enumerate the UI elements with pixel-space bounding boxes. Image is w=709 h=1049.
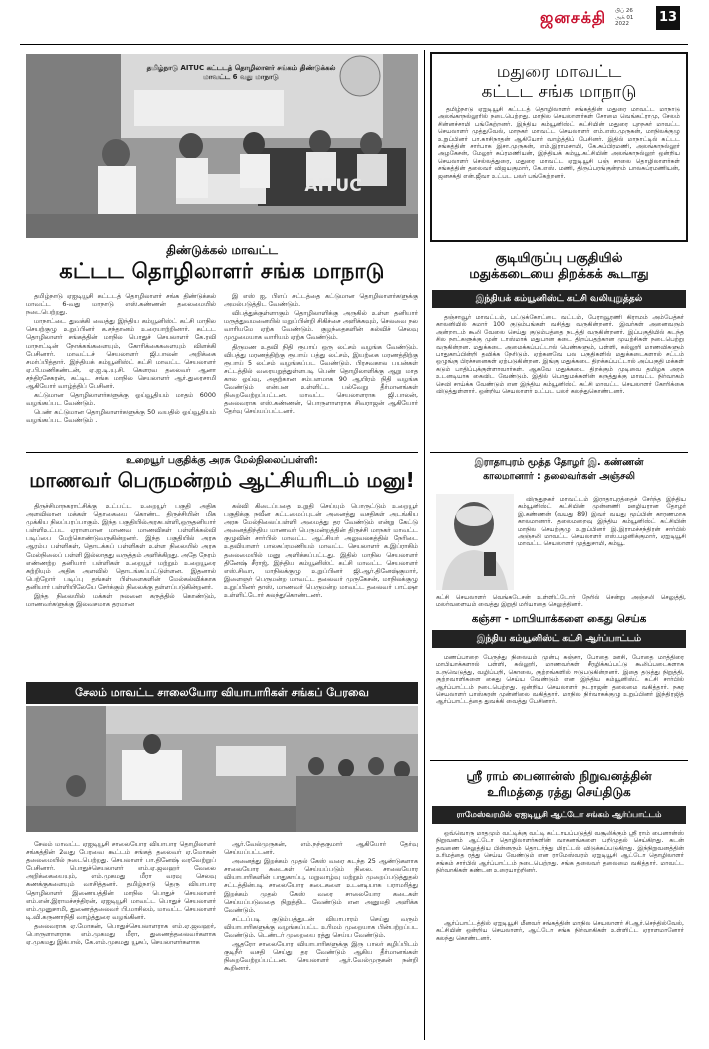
photo-conference-dindigul [26, 54, 418, 238]
right4-tag-bar [432, 630, 686, 648]
article3-para: சட்டப்படி குடும்பத்துடன் வியாபாரம் செய்து வரும் வியாபாரிகளுக்கு வழங்கப்பட்ட உரிமம் முறையாக பின்பற்றப்பட வேண்டும். டெண்டர் முறையை ரத்து செய்ய வேண்டும். [224, 914, 418, 940]
right5-tag: ராமேஸ்வரமில் ஏஐடியூசி ஆட்டோ சங்கம் ஆர்ப்பாட்டம் [456, 810, 662, 819]
article2-column-2 [224, 502, 418, 600]
article3-para: அனைத்து இறக்கம் முதல் கேஸ் வரை கடந்த 25 ஆண்டுகளாக சாலையோர கடைகள் செய்யப்படும் நிலை. சாலையோர வியாபாரிகளின் பாதுகாப்பு, மறுவாழ்வு மற்றும் முறைப்படுத்துதல் சட்டத்தின்படி சாலையோர கடைகளை உடனடியாக பராமரித்து இறக்கம் முதல் கேஸ் வரை சாலையோர கடைகள் செய்யப்படுவதை நிறுத்திட வேண்டும் என அனுமதி அளிக்க வேண்டும். [224, 857, 418, 914]
article3-para: சேலம் மாவட்ட ஏஐடியூசி சாலையோர வியாபார தொழிலாளர் சங்கத்தின் 2வது பேரவை கூட்டம் சங்கத் தலைவர் ஏ.மோகன் தலைமையில் நடைபெற்றது. செயலாளர் பா.தினேஷ் வரவேற்றுப் பேசினார். பொதுச்செயலாளர் எம்.ஏ.ஜவஹர் வேலை அறிக்கையையும், எம்.முகமது மீரா வரவு செலவு கணக்குகளையும் வாசித்தனர். தமிழ்நாடு தெரு வியாபார தொழிலாளர் இணையத்தின் மாநில பொதுச் செயலாளர் எம்.என்.இராமச்சந்திரன், ஏஐடியூசி மாவட்ட பொதுச் செயலாளர் எம்.முனுசாமி, துணைத்தலைவர் பி.மாசிலம், மாவட்ட செயலாளர் டி.வி.கருணாநிதி வாழ்த்துரை வழங்கினர். [26, 840, 216, 921]
date-line-2: அக் 01 [615, 14, 634, 21]
right3-headline-2: காலமானார் : தலைவர்கள் அஞ்சலி [483, 471, 635, 482]
article2-para: திருச்சிமாநகராட்சிக்கு உட்பட்ட உறையூர் பகுதி அதிக அளவிலான மக்கள் தொகையை கொண்ட திருச்சியின் மிக முக்கிய நிலப்பரப்பாகும். இந்த பகுதியில்அரசுபள்ளி,ஒருதனியார் பள்ளிஉட்பட ஏராளமான மாணவ மாணவிகள் பள்ளிக்கல்வி படிப்பை மேற்கொண்டுவருகின்றனர். இந்த பகுதியில் அரசு ஆரம்ப பள்ளிகள், தொடக்கப் பள்ளிகள் உள்ள நிலையில் அரசு மேல்நிலைப் பள்ளி இல்லாதது வருத்தம் அளிக்கிறது. அதே நேரம் எண்ணற்ற தனியார் பள்ளிகள் உறையூர் மற்றும் உறையூரை சுற்றியும் அதிக அளவில் தொடங்கப்பட்டுள்ளன. இதனால் பெற்றோர் படிப்பு தங்கள் பிள்ளைகளின் மேல்கல்விக்காக தனியார் பள்ளியிலேயே சேர்க்கும் நிலைக்கு தள்ளப்படுகின்றனர். [26, 502, 216, 591]
article1-para: மாநாட்டை துவக்கி வைத்து இந்திய கம்யூனிஸ்ட் கட்சி மாநில செயற்குழு உறுப்பினர் க.சந்தானம் உரையாற்றினார். கட்டட தொழிலாளர் சங்கத்தின் மாநில பொதுச் செயலாளர் கே.ரவி மாநாட்டின் நோக்கங்களையும், கோரிக்கைகளையும் விளக்கி பேசினார். மாவட்டச் செயலாளர் ஜி.பாலன் அறிக்கை சமர்ப்பித்தார். இந்தியக் கம்யூனிஸ்ட் கட்சி மாவட்ட செயலாளர் ஏ.பி.மணிகண்டன், ஏ.ஐ.டி.யு.சி. கௌரவ தலைவர் ஆனா சந்திரசேகரன், கட்டிட சங்க மாநில செயலாளர் ஆர்.துரைசாமி ஆகியோர் வாழ்த்திப் பேசினர். [26, 317, 216, 391]
masthead-rule [20, 44, 688, 45]
divider [430, 452, 688, 453]
divider [26, 452, 418, 453]
portrait-kannan [436, 494, 514, 590]
right5-tag-bar [432, 806, 686, 824]
article2-column-1 [26, 502, 216, 609]
right4-tag: இந்திய கம்யூனிஸ்ட் கட்சி ஆர்ப்பாட்டம் [476, 634, 642, 644]
article1-para: விபத்துக்குள்ளாகும் தொழிலாளிக்கு அருகில் உள்ள தனியார் மருத்துவமனையில் மறுப்பின்றி சிகிச்சை அளிக்கவும், செலவை நல வாரியமே ஏற்க வேண்டும். குழந்தைகளின் கல்விச் செலவு முழுமையாக வாரியம் ஏற்க வேண்டும். [224, 309, 418, 342]
right4-headline: கஞ்சா - மாபியாக்களை கைது செய்க [471, 613, 647, 625]
article3-headline-bar [26, 682, 418, 704]
article1-headline: கட்டட தொழிலாளர் சங்க மாநாடு [59, 259, 385, 283]
right1-headline-2: கட்டட சங்க மாநாடு [481, 82, 637, 102]
article2-kicker: உறையூர் பகுதிக்கு அரசு மேல்நிலைப்பள்ளி: [126, 455, 318, 466]
portrait-illustration [436, 494, 514, 590]
right2-body: தஞ்சாவூர் மாவட்டம், பட்டுக்கோட்டை வட்டம், பேராவூரணி கிராமம் அம்பேத்கர் காலனியில் சுமார் 100 குடும்பங்கள் வசித்து வருகின்றனர். இவர்கள் அனைவரும் அன்றாடம் கூலி வேலை செய்து குடும்பத்தை நடத்தி வருகின்றனர். இப்பகுதியில் கடந்த சில நாட்களுக்கு முன் டாஸ்மாக் மதுபான கடை திறப்பதற்கான முயற்சிகள் நடைபெற்று வருகின்றன. மதுக்கடை அமைக்கப்பட்டால் பெண்களும், பள்ளி, கல்லூரி மாணவிகளும் பாதுகாப்பின்றி தவிக்க நேரிடும். ஏற்கனவே பல பகுதிகளில் மதுக்கடைகளால் சட்டம் ஒழுங்கு பிரச்சனைகள் ஏற்படுகின்றன. இங்கு மதுக்கடை திறக்கப்பட்டால் அப்பகுதி மக்கள் கடும் பாதிப்புக்குள்ளாவார்கள். ஆகவே மதுக்கடை திறக்கும் முடிவை தமிழக அரசு உடனடியாக கைவிட வேண்டும். இதில் பொதுமக்களின் கருத்துக்கு மாவட்ட நிர்வாகம் செவி சாய்க்க வேண்டும் என இந்திய கம்யூனிஸ்ட் கட்சி மாவட்ட செயலாளர் கோரிக்கை விடுத்துள்ளார். ஒன்றிய செயலாளர் உட்பட பலர் கலந்துகொண்டனர். [436, 314, 684, 396]
masthead [0, 0, 709, 44]
divider [430, 760, 688, 761]
right4-body: மணப்பாறை பேருந்து நிலையம் முன்பு கஞ்சா, போதை ஊசி, போதை மாத்திரை மாபியாக்களால் பள்ளி, கல்லூரி, மாணவர்கள் சீரழிக்கப்பட்டு கூலிப்படைகளாக உருவெடுத்து, வழிப்பறி, கொலை, குற்றங்களில் ஈடுபடுகின்றனர். இதை தடுத்து நிறுத்தி, குற்றவாளிகளை கைது செய்ய வேண்டும் என இந்திய கம்யூனிஸ்ட் கட்சி சார்பில் ஆர்ப்பாட்டம் நடைபெற்றது. ஒன்றிய செயலாளர் நடராஜன் தலைமை வகித்தார். நகர செயலாளர் பாஸ்கரன் முன்னிலை வகித்தார். மாநில நிர்வாகக்குழு உறுப்பினர் இந்திரஜித் ஆர்ப்பாட்டத்தை துவக்கி வைத்து பேசினார். [436, 654, 684, 706]
article1-para: தமிழ்நாடு ஏஐடியூசி கட்டடத் தொழிலாளர் சங்க திண்டுக்கல் மாவட்ட 6-வது மாநாடு எஸ்.கண்ணன் தலைமையில் நடைபெற்றது. [26, 292, 216, 317]
article3-headline: சேலம் மாவட்ட சாலையோர வியாபாரிகள் சங்கப் பேரவை [75, 686, 369, 699]
article1-para: பெண் கட்டுமான தொழிலாளர்களுக்கு 50 வயதில் ஓய்வூதியம் வழங்கப்பட வேண்டும் . [26, 408, 216, 425]
right2-tag-bar [432, 290, 686, 308]
article1-column-1 [26, 292, 216, 426]
right5-headline-1: ஸ்ரீ ராம் பைனான்ஸ் நிறுவனத்தின் [466, 769, 652, 783]
article1-para: இ எஸ் ஐ, பிஎப் சட்டத்தை கட்டுமான தொழிலாளர்களுக்கு அமல்படுத்திட வேண்டும். [224, 292, 418, 309]
masthead-date [615, 8, 633, 28]
column-divider [424, 50, 425, 1040]
right3-body-bottom: கட்சி செயலாளர் வெங்கடேசன் உள்ளிட்டோர் நேரில் சென்று அஞ்சலி செலுத்தி, மலர்வளையம் வைத்து இறுதி மரியாதை செலுத்தினர். [436, 594, 686, 609]
photo-salem-meeting [26, 706, 418, 832]
right3-body-top: விருதுநகர் மாவட்டம் இராதாபுரத்தைச் சேர்ந்த இந்திய கம்யூனிஸ்ட் கட்சியின் முன்னணி ஊழியரான தோழர் இ.கண்ணன் (வயது 89) இவர் வயது மூப்பின் காரணமாக காலமானார். தலைமறைவு இந்திய கம்யூனிஸ்ட் கட்சியின் மாநில செயற்குழு உறுப்பினர் இ.இராமச்சந்திரன் சார்பில் அஞ்சலி மாவட்ட செயலாளர் எஸ்.பழனிக்குமார், ஏஐடியூசி மாவட்ட செயலாளர் முத்துசாமி, கம்யூ. [518, 496, 686, 548]
article3-para: ஆதரோ சாலையோர வியாபாரிகளுக்கு இரு பாலர் கழிப்பிடம் குடிநீர் வசதி செய்து தர வேண்டும் ஆகிய தீர்மானங்கள் நிறைவேற்றப்பட்டன. செயலாளர் ஆர்.வேல்முருகன் நன்றி கூறினார். [224, 940, 418, 973]
article3-para: தலைவராக ஏ.மோகன், பொதுச்செயலாளராக எம்.ஏ.ஜவஹர், பொருளாளராக எம்.முகமது மீரா, துணைத்தலைவர்களாக ஏ.முகமது இக்பால், கே.எம்.முகமது யூசுப், செயலாளர்களாக [26, 921, 216, 947]
photo-meeting-illustration [26, 706, 418, 832]
article1-para: திருமண உதவி நிதி ரூபாய் ஒரு லட்சம் வழங்க வேண்டும். விபத்து மரணத்திற்கு ரூபாய் பத்து லட்சம், இயற்கை மரணத்திற்கு ரூபாய் 5 லட்சம் வழங்கப்பட வேண்டும். பிரசவகால பயன்கள் சட்டத்தில் வரையறுத்துள்ளபடி பெண் தொழிலாளிக்கு ஆறு மாத கால ஓய்வு, அதற்கான சம்பளமாக 90 ஆயிரம் நிதி வழங்க வேண்டும் என்பன உள்ளிட்ட பல்வேறு தீர்மானங்கள் நிறைவேற்றப்பட்டன. மாவட்ட செயலாளராக ஜி.பாலன், தலைவராக எஸ்.கண்ணன், பொருளாளராக சிவராஜன் ஆகியோர் தேர்வு செய்யப்பட்டனர். [224, 342, 418, 416]
right5-body: ஒவ்வொரு மாதமும் வட்டிக்கு வட்டி கட்டாயப்படுத்தி வசூலிக்கும் ஸ்ரீ ராம் பைனான்ஸ் நிறுவனம் ஆட்டோ தொழிலாளர்களின் வாகனங்களை பறிமுதல் செய்கிறது. கடன் தவணை செலுத்திய பின்னரும் தொடர்ந்து மிரட்டல் விடுக்கப்படுகிறது. இந்நிறுவனத்தின் உரிமத்தை ரத்து செய்ய வேண்டும் என ராமேஸ்வரம் ஏஐடியூசி ஆட்டோ தொழிலாளர் சங்கம் சார்பில் ஆர்ப்பாட்டம் நடைபெற்றது. சங்க தலைவர் தலைமை வகித்தார். மாவட்ட நிர்வாகிகள் கண்டன உரையாற்றினர். [436, 830, 684, 875]
date-year: 2022 [615, 21, 629, 27]
date-line-1: பிப் 26 [615, 8, 633, 14]
photo-banner-text: தமிழ்நாடு AITUC கட்டடத் தொழிலாளர் சங்கம் திண்டுக்கல் மாவட்ட 6 வது மாநாடு [146, 64, 336, 81]
right2-headline-1: குடியிருப்பு பகுதியில் [495, 251, 623, 266]
article1-para: கட்டுமான தொழிலாளர்களுக்கு ஓய்வூதியம் மாதம் 6000 வழங்கப்பட வேண்டும். [26, 391, 216, 408]
article3-column-1 [26, 840, 216, 947]
article2-para: இந்த நிலையில் மக்கள் நலனை கருத்தில் கொண்டும், மாணவர்களுக்கு இலவசமாக தரமான [26, 592, 216, 609]
masthead-brand: ஜனசக்தி [540, 8, 607, 27]
photo-stage-sign: AITUC [304, 176, 362, 196]
right5-headline-2: உரிமத்தை ரத்து செய்திடுக [487, 785, 631, 799]
page-number: 13 [656, 6, 680, 30]
article1-kicker: திண்டுக்கல் மாவட்ட [166, 243, 278, 257]
right2-tag: இந்தியக் கம்யூனிஸ்ட் கட்சி வலியுறுத்தல் [475, 294, 643, 304]
right3-headline-1: இராதாபுரம் மூத்த தோழர் இ. கண்ணன் [474, 457, 644, 468]
article3-para: ஆர்.வேல்முருகன், எம்.நந்தகுமார் ஆகியோர் தேர்வு செய்யப்பட்டனர். [224, 840, 418, 857]
article2-headline: மாணவர் பெருமன்றம் ஆட்சியரிடம் மனு! [29, 468, 415, 492]
article1-column-2 [224, 292, 418, 416]
article2-para: கல்வி கிடைப்பதை உறுதி செய்யும் பொருட்டும் உறையூர் பகுதிக்கு நவீன கட்டமைப்புடன் அனைத்து வசதிகள் அடங்கிய அரசு மேல்நிலைப்பள்ளி அமைத்து தர வேண்டும் என்று கேட்டு அனைத்திந்திய மாணவர் பெருமன்றத்தின் திருச்சி மாநகர் மாவட்ட குழுவின் சார்பில் மாவட்ட ஆட்சியர் அலுவலகத்தில் நேரிடை உதவியாளர் பாலசுப்ரமணியம் மாவட்ட செயலாளர் க.இப்ராகிம் தலைமையில் மனு அளிக்கப்பட்டது. இதில் மாநில செயலாளர் தினேஷ் சீராஜ், இந்திய கம்யூனிஸ்ட் கட்சி மாவட்ட செயலாளர் எஸ்.சிவா, மாநிலக்குழு உறுப்பினர் ஜி.ஆர்.தினேஷ்குமார், இளைஞர் பெருமன்ற மாவட்ட தலைவர் முருகேசன், மாநிலக்குழு உறுப்பினர் தாஸ், மாணவர் பெருமன்ற மாவட்ட தலைவர் பாட்ஷா உள்ளிட்டோர் கலந்துகொண்டனர். [224, 502, 418, 600]
article3-column-2 [224, 840, 418, 974]
right2-headline-2: மதுக்கடையை திறக்கக் கூடாது [469, 267, 649, 282]
right1-headline-1: மதுரை மாவட்ட [496, 62, 622, 82]
right5-body-2: ஆர்ப்பாட்டத்தில் ஏஐடியூசி மீனவர் சங்கத்தின் மாநில செயலாளர் சி.ஆர்.செந்தில்வேல், கட்சியின் ஒன்றிய செயலாளர், ஆட்டோ சங்க நிர்வாகிகள் உள்ளிட்ட ஏராளமானோர் கலந்து கொண்டனர். [436, 920, 684, 942]
right1-body: தமிழ்நாடு ஏஐடியூசி கட்டடத் தொழிலாளர் சங்கத்தின் மதுரை மாவட்ட மாநாடு அலங்காநல்லூரில் நடைபெற்றது. மாநில செயலாளர்கள் சோமை வெங்கட்ராமு, சேலம் சின்னச்சாமி பங்கேற்றனர். இந்திய கம்யூனிஸ்ட் கட்சியின் மதுரை புறநகர் மாவட்ட செயலாளர் முத்துவேல், மாநகர் மாவட்ட செயலாளர் எம்.எஸ்.முருகன், மாநிலக்குழு உறுப்பினர் பா.காசிநாதன் ஆகியோர் வாழ்த்திப் பேசினர். இதில் மாநாட்டில் கட்டட சங்கத்தின் சார்பாக இசா.முருகன், எம்.இராமசாமி, கே.சுப்பிரமணி, அலங்காநல்லூர் அழகேசன், மேலூர் சுப்ரமணியன், இந்தியக் கம்யூ.கட்சியின் அலங்காநல்லூர் ஒன்றிய செயலாளர் செல்லத்துரை, மதுரை மாவட்ட ஏஐடியூசி பஞ் சாலை தொழிலாளர்கள் சங்கத்தின் தலைவர் விஜயகுமார், கே.எஸ். மணி, திருப்பரங்குன்றம் பாலசுப்ரமணியன், ஜனசக்தி என்.ஜீவா உட்பட பலர் பங்கேற்றனர். [438, 106, 680, 180]
